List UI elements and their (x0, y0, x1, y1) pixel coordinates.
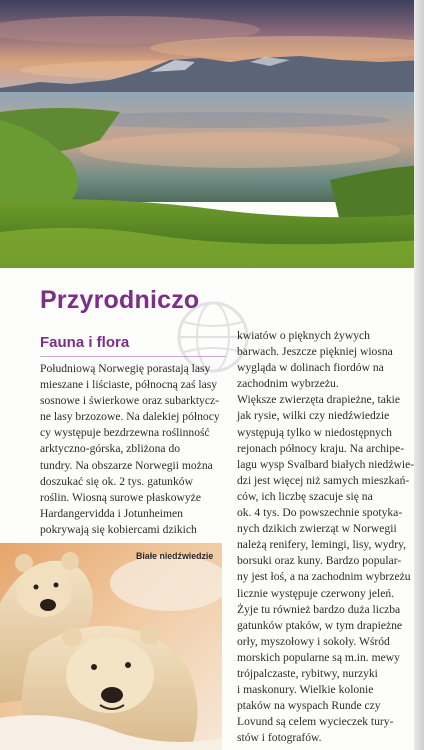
hero-landscape-photo (0, 0, 424, 268)
right-paragraph: kwiatów o pięknych żywych barwach. Jeszcze piękniej wiosna wygląda w dolinach fiordów na zachodnim wybrzeżu. Większe zwierzęta drapieżne, takie jak rysie, wilki czy niedźwiedzie występują tylko w niedostępnych rejonach północy kraju. Na archipe- lagu wysp Svalbard białych niedźwie- dzi jest więcej niż samych mieszkań- ców, ich liczbę szacuje się na ok. 4 tys. Do powszechnie spotyka- nych dzikich zwierząt w Norwegii należą renifery, lemingi, lisy, wydry, borsuki oraz kuny. Bardzo popular- ny jest łoś, a na zachodnim wybrzeżu licznie występuje czerwony jeleń. Żyje tu również bardzo duża liczba gatunków ptaków, w tym drapieżne orły, myszołowy i sokoły. Wśród morskich popularne są m.in. mewy trójpalczaste, rybitwy, nurzyki i maskonury. Wielkie kolonie ptaków na wyspach Runde czy Lovund są celem wycieczek tury- stów i fotografów. (237, 329, 415, 745)
page-edge (414, 0, 424, 750)
left-text-column (40, 361, 228, 538)
left-paragraph: Południową Norwegię porastają lasy mieszane i liściaste, północną zaś lasy sosnowe i świerkowe oraz subarktycz- ne lasy brzozowe. Na dalekiej północy cy występuje bezdrzewna roślinność arktyczno-górska, zbliżona do tundry. Na obszarze Norwegii można doszukać się ok. 2 tys. gatunków roślin. Wiosną surowe płaskowyże Hardangervidda i Jotunheimen pokrywają się kobiercami dzikich (40, 362, 220, 536)
photo-caption: Białe niedźwiedzie (136, 551, 214, 561)
right-text-column (237, 328, 415, 746)
subsection-heading: Fauna i flora (40, 334, 130, 351)
polar-bears-photo (0, 543, 222, 750)
section-title: Przyrodniczo (40, 286, 200, 314)
